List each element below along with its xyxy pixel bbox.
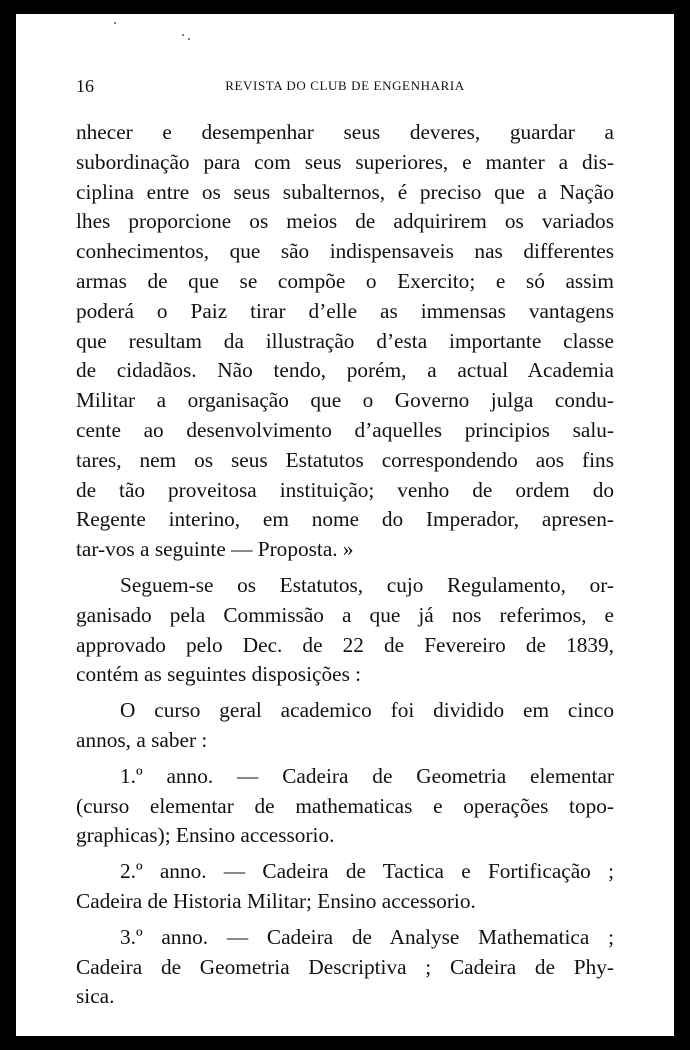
book-page	[16, 14, 674, 1036]
text-line: Cadeira de Historia Militar; Ensino accessorio.	[76, 888, 476, 913]
text-line: O curso geral academico foi dividido em cinco	[120, 698, 614, 723]
page-header	[76, 76, 614, 96]
paragraph	[76, 923, 614, 1012]
text-line: lhes proporcione os meios de adquirirem os variados	[76, 209, 614, 234]
print-speck	[182, 34, 184, 36]
paragraph	[76, 118, 614, 565]
print-speck	[188, 38, 190, 40]
text-line: que resultam da illustração d’esta importante classe	[76, 328, 614, 353]
text-line: tares, nem os seus Estatutos correspondendo aos fins	[76, 447, 614, 472]
text-line: tar-vos a seguinte — Proposta. »	[76, 537, 354, 562]
paragraph	[76, 762, 614, 851]
text-line: 2.º anno. — Cadeira de Tactica e Fortificação ;	[120, 859, 614, 884]
text-line: nhecer e desempenhar seus deveres, guardar a	[76, 120, 614, 144]
text-line: graphicas); Ensino accessorio.	[76, 823, 335, 848]
text-line: ganisado pela Commissão a que já nos referimos, e	[76, 602, 614, 627]
text-line: Cadeira de Geometria Descriptiva ; Cadeira de Phy-	[76, 954, 614, 979]
text-line: ciplina entre os seus subalternos, é preciso que a Nação	[76, 179, 614, 204]
text-line: Seguem-se os Estatutos, cujo Regulamento, or-	[120, 572, 614, 597]
running-title: REVISTA DO CLUB DE ENGENHARIA	[225, 78, 465, 93]
text-line: sica.	[76, 984, 115, 1009]
page-number: 16	[76, 76, 94, 96]
paragraph	[76, 571, 614, 690]
text-line: armas de que se compõe o Exercito; e só assim	[76, 268, 614, 293]
paragraph	[76, 857, 614, 917]
text-line: Militar a organisação que o Governo julga condu-	[76, 388, 614, 413]
text-line: 3.º anno. — Cadeira de Analyse Mathematica ;	[120, 924, 614, 949]
text-line: 1.º anno. — Cadeira de Geometria elementar	[120, 763, 614, 788]
text-line: de tão proveitosa instituição; venho de ordem do	[76, 477, 614, 502]
text-line: approvado pelo Dec. de 22 de Fevereiro de 1839,	[76, 632, 614, 657]
text-line: Regente interino, em nome do Imperador, apresen-	[76, 507, 614, 532]
paragraph	[76, 696, 614, 756]
text-line: subordinação para com seus superiores, e manter a dis-	[76, 149, 614, 174]
print-speck	[114, 22, 116, 24]
text-line: annos, a saber :	[76, 727, 208, 752]
text-line: (curso elementar de mathematicas e operações topo-	[76, 793, 614, 818]
text-line: conhecimentos, que são indispensaveis nas differentes	[76, 239, 614, 264]
body-text	[76, 118, 614, 1012]
text-line: poderá o Paiz tirar d’elle as immensas vantagens	[76, 298, 614, 323]
text-line: de cidadãos. Não tendo, porém, a actual Academia	[76, 358, 614, 383]
text-line: cente ao desenvolvimento d’aquelles principios salu-	[76, 417, 614, 442]
text-line: contém as seguintes disposições :	[76, 662, 362, 687]
